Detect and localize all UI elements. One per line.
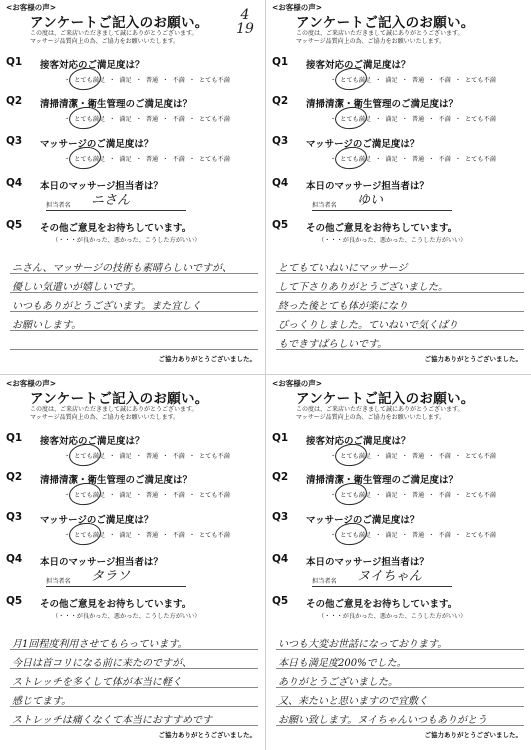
rating-option[interactable]: 満足 xyxy=(119,532,132,539)
rating-option[interactable]: とても不満 xyxy=(465,492,496,499)
survey-intro xyxy=(296,30,524,46)
comment-line: 感じてます。 xyxy=(12,696,72,707)
question-number: Q1 xyxy=(6,56,23,68)
option-separator: ・ xyxy=(375,156,382,163)
option-separator: ・ xyxy=(162,532,169,539)
rating-options xyxy=(61,490,231,499)
comment-line: お願いします。 xyxy=(12,320,82,331)
thanks-note: ご協力ありがとうございました。 xyxy=(424,355,522,363)
survey-card xyxy=(4,2,262,368)
option-separator: ・ xyxy=(330,116,337,123)
rating-option[interactable]: 不満 xyxy=(438,77,451,84)
rating-options xyxy=(61,75,231,84)
question-hint: （・・・が良かった、悪かった、こうした方がいい） xyxy=(52,613,201,620)
comment-line: 優しい気遣いが嬉しいです。 xyxy=(12,282,142,293)
rating-option[interactable]: 満足 xyxy=(385,492,398,499)
option-separator: ・ xyxy=(162,77,169,84)
option-separator: ・ xyxy=(375,492,382,499)
option-separator: ・ xyxy=(428,532,435,539)
rating-option[interactable]: 満足 xyxy=(119,77,132,84)
rating-option[interactable]: とても不満 xyxy=(465,156,496,163)
rating-option[interactable]: 不満 xyxy=(438,116,451,123)
question-1 xyxy=(272,432,528,470)
option-separator: ・ xyxy=(135,116,142,123)
rating-option[interactable]: 不満 xyxy=(172,492,185,499)
rating-option[interactable]: 普通 xyxy=(145,532,159,539)
question-1 xyxy=(6,56,262,94)
question-number: Q4 xyxy=(6,553,23,565)
staff-name-underline xyxy=(46,586,186,587)
comment-line: もできすばらしいです。 xyxy=(278,339,388,350)
rating-option[interactable]: とても不満 xyxy=(465,532,496,539)
rating-option[interactable]: とても不満 xyxy=(465,453,496,460)
rating-option[interactable]: とても満足 xyxy=(340,532,372,539)
rating-option[interactable]: 不満 xyxy=(172,532,185,539)
option-separator: ・ xyxy=(135,532,142,539)
comment-line: いつもありがとうございます。また宜しく xyxy=(12,301,202,312)
option-separator: ・ xyxy=(401,156,408,163)
sheet-divider-vertical xyxy=(265,0,266,750)
rating-option[interactable]: 不満 xyxy=(438,156,451,163)
question-3 xyxy=(272,511,528,549)
question-number: Q3 xyxy=(272,511,289,523)
question-text: その他ご意見をお待ちしています。 xyxy=(40,599,192,610)
rating-option[interactable]: とても満足 xyxy=(74,492,106,499)
question-hint: （・・・が良かった、悪かった、こうした方がいい） xyxy=(318,613,467,620)
rating-option[interactable]: 普通 xyxy=(145,453,159,460)
handwritten-date-note xyxy=(234,8,256,36)
staff-name-label: 担当者名 xyxy=(46,578,71,585)
intro-line: この度は、ご来店いただきまして誠にありがとうございます。 xyxy=(296,30,464,37)
option-separator: ・ xyxy=(454,116,461,123)
rating-option[interactable]: 不満 xyxy=(172,453,185,460)
option-separator: ・ xyxy=(330,532,337,539)
date-note-line: 4 xyxy=(240,7,250,23)
question-text: 接客対応のご満足度は？ xyxy=(40,60,145,71)
option-separator: ・ xyxy=(428,116,435,123)
sheet-divider-horizontal xyxy=(0,374,531,375)
rating-options xyxy=(327,114,497,123)
option-separator: ・ xyxy=(162,156,169,163)
option-separator: ・ xyxy=(454,77,461,84)
staff-name-label: 担当者名 xyxy=(312,202,337,209)
staff-name-underline xyxy=(312,210,452,211)
comment-line: 今日は首コリになる前に来たのですが、 xyxy=(12,658,192,669)
option-separator: ・ xyxy=(188,532,195,539)
rating-option[interactable]: 普通 xyxy=(411,492,425,499)
rating-option[interactable]: 満足 xyxy=(119,492,132,499)
rating-option[interactable]: 普通 xyxy=(411,77,425,84)
comment-line: 終った後とても体が楽になり xyxy=(278,301,408,312)
thanks-note: ご協力ありがとうございました。 xyxy=(158,355,256,363)
option-separator: ・ xyxy=(109,116,116,123)
intro-line: この度は、ご来店いただきまして誠にありがとうございます。 xyxy=(30,406,198,413)
question-text: 清掃清潔・衛生管理のご満足度は？ xyxy=(306,475,459,486)
intro-line: この度は、ご来店いただきまして誠にありがとうございます。 xyxy=(30,30,198,37)
rating-option[interactable]: 満足 xyxy=(119,156,132,163)
customer-voice-label: <お客様の声> xyxy=(272,379,323,388)
question-number: Q3 xyxy=(6,135,23,147)
comment-line: ニさん、マッサージの技術も素晴らしいですが、 xyxy=(12,263,232,274)
rating-option[interactable]: 満足 xyxy=(119,116,132,123)
question-number: Q1 xyxy=(272,432,289,444)
option-separator: ・ xyxy=(375,116,382,123)
rating-option[interactable]: とても不満 xyxy=(199,77,230,84)
option-separator: ・ xyxy=(454,453,461,460)
comment-line: いつも大変お世話になっております。 xyxy=(278,639,448,650)
rating-option[interactable]: とても不満 xyxy=(199,156,230,163)
option-separator: ・ xyxy=(64,116,71,123)
rating-option[interactable]: 不満 xyxy=(172,77,185,84)
rating-option[interactable]: 普通 xyxy=(411,116,425,123)
rating-option[interactable]: とても不満 xyxy=(465,77,496,84)
customer-voice-label: <お客様の声> xyxy=(6,3,57,12)
question-hint: （・・・が良かった、悪かった、こうした方がいい） xyxy=(318,237,467,244)
intro-line: マッサージ品質向上の為、ご協力をお願いいたします。 xyxy=(30,414,180,421)
option-separator: ・ xyxy=(188,77,195,84)
option-separator: ・ xyxy=(454,532,461,539)
rating-option[interactable]: とても満足 xyxy=(74,77,106,84)
option-separator: ・ xyxy=(428,492,435,499)
comment-line: して下さりありがとうございました。 xyxy=(278,282,448,293)
rating-option[interactable]: とても不満 xyxy=(199,453,230,460)
date-note-line: 19 xyxy=(236,21,254,37)
question-number: Q5 xyxy=(272,219,289,231)
rating-option[interactable]: とても不満 xyxy=(199,116,230,123)
question-1 xyxy=(272,56,528,94)
staff-name-handwritten[interactable]: タラソ xyxy=(91,569,131,584)
rating-option[interactable]: 満足 xyxy=(385,116,398,123)
question-number: Q3 xyxy=(272,135,289,147)
staff-name-label: 担当者名 xyxy=(46,202,71,209)
question-number: Q5 xyxy=(6,219,23,231)
option-separator: ・ xyxy=(64,453,71,460)
rating-option[interactable]: 満足 xyxy=(385,77,398,84)
question-number: Q2 xyxy=(6,95,23,107)
option-separator: ・ xyxy=(375,453,382,460)
option-separator: ・ xyxy=(401,453,408,460)
option-separator: ・ xyxy=(64,532,71,539)
option-separator: ・ xyxy=(401,532,408,539)
option-separator: ・ xyxy=(375,532,382,539)
question-number: Q3 xyxy=(6,511,23,523)
option-separator: ・ xyxy=(162,116,169,123)
rating-options xyxy=(327,530,497,539)
option-separator: ・ xyxy=(188,492,195,499)
survey-title: アンケートご記入のお願い。 xyxy=(30,391,209,407)
option-separator: ・ xyxy=(330,492,337,499)
option-separator: ・ xyxy=(64,77,71,84)
survey-card xyxy=(4,378,262,744)
question-text: 清掃清潔・衛生管理のご満足度は？ xyxy=(40,475,193,486)
staff-name-underline xyxy=(312,586,452,587)
question-text: 接客対応のご満足度は？ xyxy=(306,436,411,447)
option-separator: ・ xyxy=(188,156,195,163)
rating-option[interactable]: 不満 xyxy=(438,532,451,539)
rating-options xyxy=(327,451,497,460)
question-text: その他ご意見をお待ちしています。 xyxy=(306,223,458,234)
question-number: Q1 xyxy=(6,432,23,444)
rating-option[interactable]: 普通 xyxy=(145,116,159,123)
rating-options xyxy=(61,530,231,539)
question-number: Q4 xyxy=(6,177,23,189)
option-separator: ・ xyxy=(135,77,142,84)
rating-option[interactable]: 満足 xyxy=(385,532,398,539)
rating-option[interactable]: 普通 xyxy=(145,77,159,84)
question-3 xyxy=(6,135,262,173)
rating-option[interactable]: 不満 xyxy=(438,492,451,499)
rating-option[interactable]: 普通 xyxy=(411,156,425,163)
question-3 xyxy=(6,511,262,549)
rating-option[interactable]: 不満 xyxy=(172,156,185,163)
option-separator: ・ xyxy=(330,77,337,84)
survey-card xyxy=(270,378,528,744)
rating-options xyxy=(327,154,497,163)
thanks-note: ご協力ありがとうございました。 xyxy=(424,731,522,739)
comment-line: 本日も満足度200%でした。 xyxy=(278,658,407,669)
question-number: Q4 xyxy=(272,177,289,189)
rating-options xyxy=(61,451,231,460)
option-separator: ・ xyxy=(454,492,461,499)
rating-option[interactable]: とても満足 xyxy=(74,532,106,539)
staff-name-underline xyxy=(46,210,186,211)
rating-options xyxy=(61,114,231,123)
intro-line: この度は、ご来店いただきまして誠にありがとうございます。 xyxy=(296,406,464,413)
staff-name-handwritten[interactable]: ニさん xyxy=(91,193,131,208)
comment-line: びっくりしました。ていねいで気くばり xyxy=(278,320,458,331)
question-hint: （・・・が良かった、悪かった、こうした方がいい） xyxy=(52,237,201,244)
option-separator: ・ xyxy=(428,77,435,84)
question-text: 清掃清潔・衛生管理のご満足度は？ xyxy=(40,99,193,110)
option-separator: ・ xyxy=(162,453,169,460)
rating-option[interactable]: とても満足 xyxy=(340,492,372,499)
option-separator: ・ xyxy=(401,116,408,123)
option-separator: ・ xyxy=(109,453,116,460)
rating-option[interactable]: とても満足 xyxy=(340,453,372,460)
option-separator: ・ xyxy=(188,453,195,460)
rating-option[interactable]: 普通 xyxy=(411,453,425,460)
rating-option[interactable]: とても不満 xyxy=(199,492,230,499)
intro-line: マッサージ品質向上の為、ご協力をお願いいたします。 xyxy=(296,414,446,421)
question-text: マッサージのご満足度は？ xyxy=(40,515,154,526)
intro-line: マッサージ品質向上の為、ご協力をお願いいたします。 xyxy=(296,38,446,45)
rating-option[interactable]: とても満足 xyxy=(74,453,106,460)
customer-voice-label: <お客様の声> xyxy=(6,379,57,388)
rating-option[interactable]: とても満足 xyxy=(340,116,372,123)
option-separator: ・ xyxy=(64,492,71,499)
option-separator: ・ xyxy=(135,492,142,499)
question-text: その他ご意見をお待ちしています。 xyxy=(40,223,192,234)
option-separator: ・ xyxy=(428,453,435,460)
comment-line: 又、来たいと思いますので宜敷く xyxy=(278,696,428,707)
option-separator: ・ xyxy=(64,156,71,163)
option-separator: ・ xyxy=(401,77,408,84)
question-2 xyxy=(6,471,262,509)
rating-option[interactable]: 不満 xyxy=(172,116,185,123)
question-text: マッサージのご満足度は？ xyxy=(40,139,154,150)
comment-ruled-line xyxy=(10,349,258,350)
question-text: 接客対応のご満足度は？ xyxy=(306,60,411,71)
question-text: 本日のマッサージ担当者は？ xyxy=(306,557,429,568)
option-separator: ・ xyxy=(109,77,116,84)
rating-option[interactable]: 満足 xyxy=(385,453,398,460)
option-separator: ・ xyxy=(330,156,337,163)
rating-options xyxy=(61,154,231,163)
option-separator: ・ xyxy=(428,156,435,163)
staff-name-handwritten[interactable]: ヌイちゃん xyxy=(357,569,422,584)
rating-option[interactable]: とても不満 xyxy=(199,532,230,539)
question-2 xyxy=(272,95,528,133)
question-number: Q4 xyxy=(272,553,289,565)
survey-title: アンケートご記入のお願い。 xyxy=(296,391,475,407)
comment-line: お願い致します。ヌイちゃんいつもありがとう xyxy=(278,715,487,726)
question-number: Q2 xyxy=(272,95,289,107)
comment-line: ストレッチは痛くなくて本当におすすめです xyxy=(12,715,212,726)
staff-name-label: 担当者名 xyxy=(312,578,337,585)
rating-option[interactable]: 普通 xyxy=(145,492,159,499)
question-text: 接客対応のご満足度は？ xyxy=(40,436,145,447)
option-separator: ・ xyxy=(188,116,195,123)
rating-option[interactable]: 不満 xyxy=(438,453,451,460)
question-2 xyxy=(6,95,262,133)
rating-options xyxy=(327,75,497,84)
question-number: Q2 xyxy=(272,471,289,483)
question-text: 本日のマッサージ担当者は？ xyxy=(40,181,163,192)
survey-intro xyxy=(30,406,258,422)
option-separator: ・ xyxy=(109,532,116,539)
survey-card xyxy=(270,2,528,368)
question-text: 清掃清潔・衛生管理のご満足度は？ xyxy=(306,99,459,110)
question-text: マッサージのご満足度は？ xyxy=(306,139,420,150)
rating-option[interactable]: 満足 xyxy=(119,453,132,460)
question-number: Q1 xyxy=(272,56,289,68)
rating-option[interactable]: 普通 xyxy=(145,156,159,163)
survey-intro xyxy=(30,30,258,46)
option-separator: ・ xyxy=(109,156,116,163)
rating-option[interactable]: とても満足 xyxy=(74,156,106,163)
rating-option[interactable]: とても満足 xyxy=(74,116,106,123)
comment-line: ありがとうございました。 xyxy=(278,677,398,688)
option-separator: ・ xyxy=(454,156,461,163)
option-separator: ・ xyxy=(375,77,382,84)
option-separator: ・ xyxy=(162,492,169,499)
option-separator: ・ xyxy=(109,492,116,499)
survey-title: アンケートご記入のお願い。 xyxy=(30,15,209,31)
comment-line: ストレッチを多くして体が本当に軽く xyxy=(12,677,182,688)
question-number: Q5 xyxy=(6,595,23,607)
option-separator: ・ xyxy=(401,492,408,499)
question-text: その他ご意見をお待ちしています。 xyxy=(306,599,458,610)
question-text: 本日のマッサージ担当者は？ xyxy=(306,181,429,192)
option-separator: ・ xyxy=(330,453,337,460)
rating-option[interactable]: とても満足 xyxy=(340,156,372,163)
question-text: マッサージのご満足度は？ xyxy=(306,515,420,526)
rating-option[interactable]: 満足 xyxy=(385,156,398,163)
intro-line: マッサージ品質向上の為、ご協力をお願いいたします。 xyxy=(30,38,180,45)
option-separator: ・ xyxy=(135,156,142,163)
thanks-note: ご協力ありがとうございました。 xyxy=(158,731,256,739)
rating-option[interactable]: とても不満 xyxy=(465,116,496,123)
customer-voice-label: <お客様の声> xyxy=(272,3,323,12)
survey-title: アンケートご記入のお願い。 xyxy=(296,15,475,31)
question-number: Q5 xyxy=(272,595,289,607)
question-number: Q2 xyxy=(6,471,23,483)
survey-intro xyxy=(296,406,524,422)
staff-name-handwritten[interactable]: ゆい xyxy=(357,193,384,208)
question-3 xyxy=(272,135,528,173)
option-separator: ・ xyxy=(135,453,142,460)
question-text: 本日のマッサージ担当者は？ xyxy=(40,557,163,568)
rating-option[interactable]: 普通 xyxy=(411,532,425,539)
comment-line: 月1回程度利用させてもらっています。 xyxy=(12,639,188,650)
comment-line: とてもていねいにマッサージ xyxy=(278,263,408,274)
rating-option[interactable]: とても満足 xyxy=(340,77,372,84)
question-1 xyxy=(6,432,262,470)
question-2 xyxy=(272,471,528,509)
rating-options xyxy=(327,490,497,499)
